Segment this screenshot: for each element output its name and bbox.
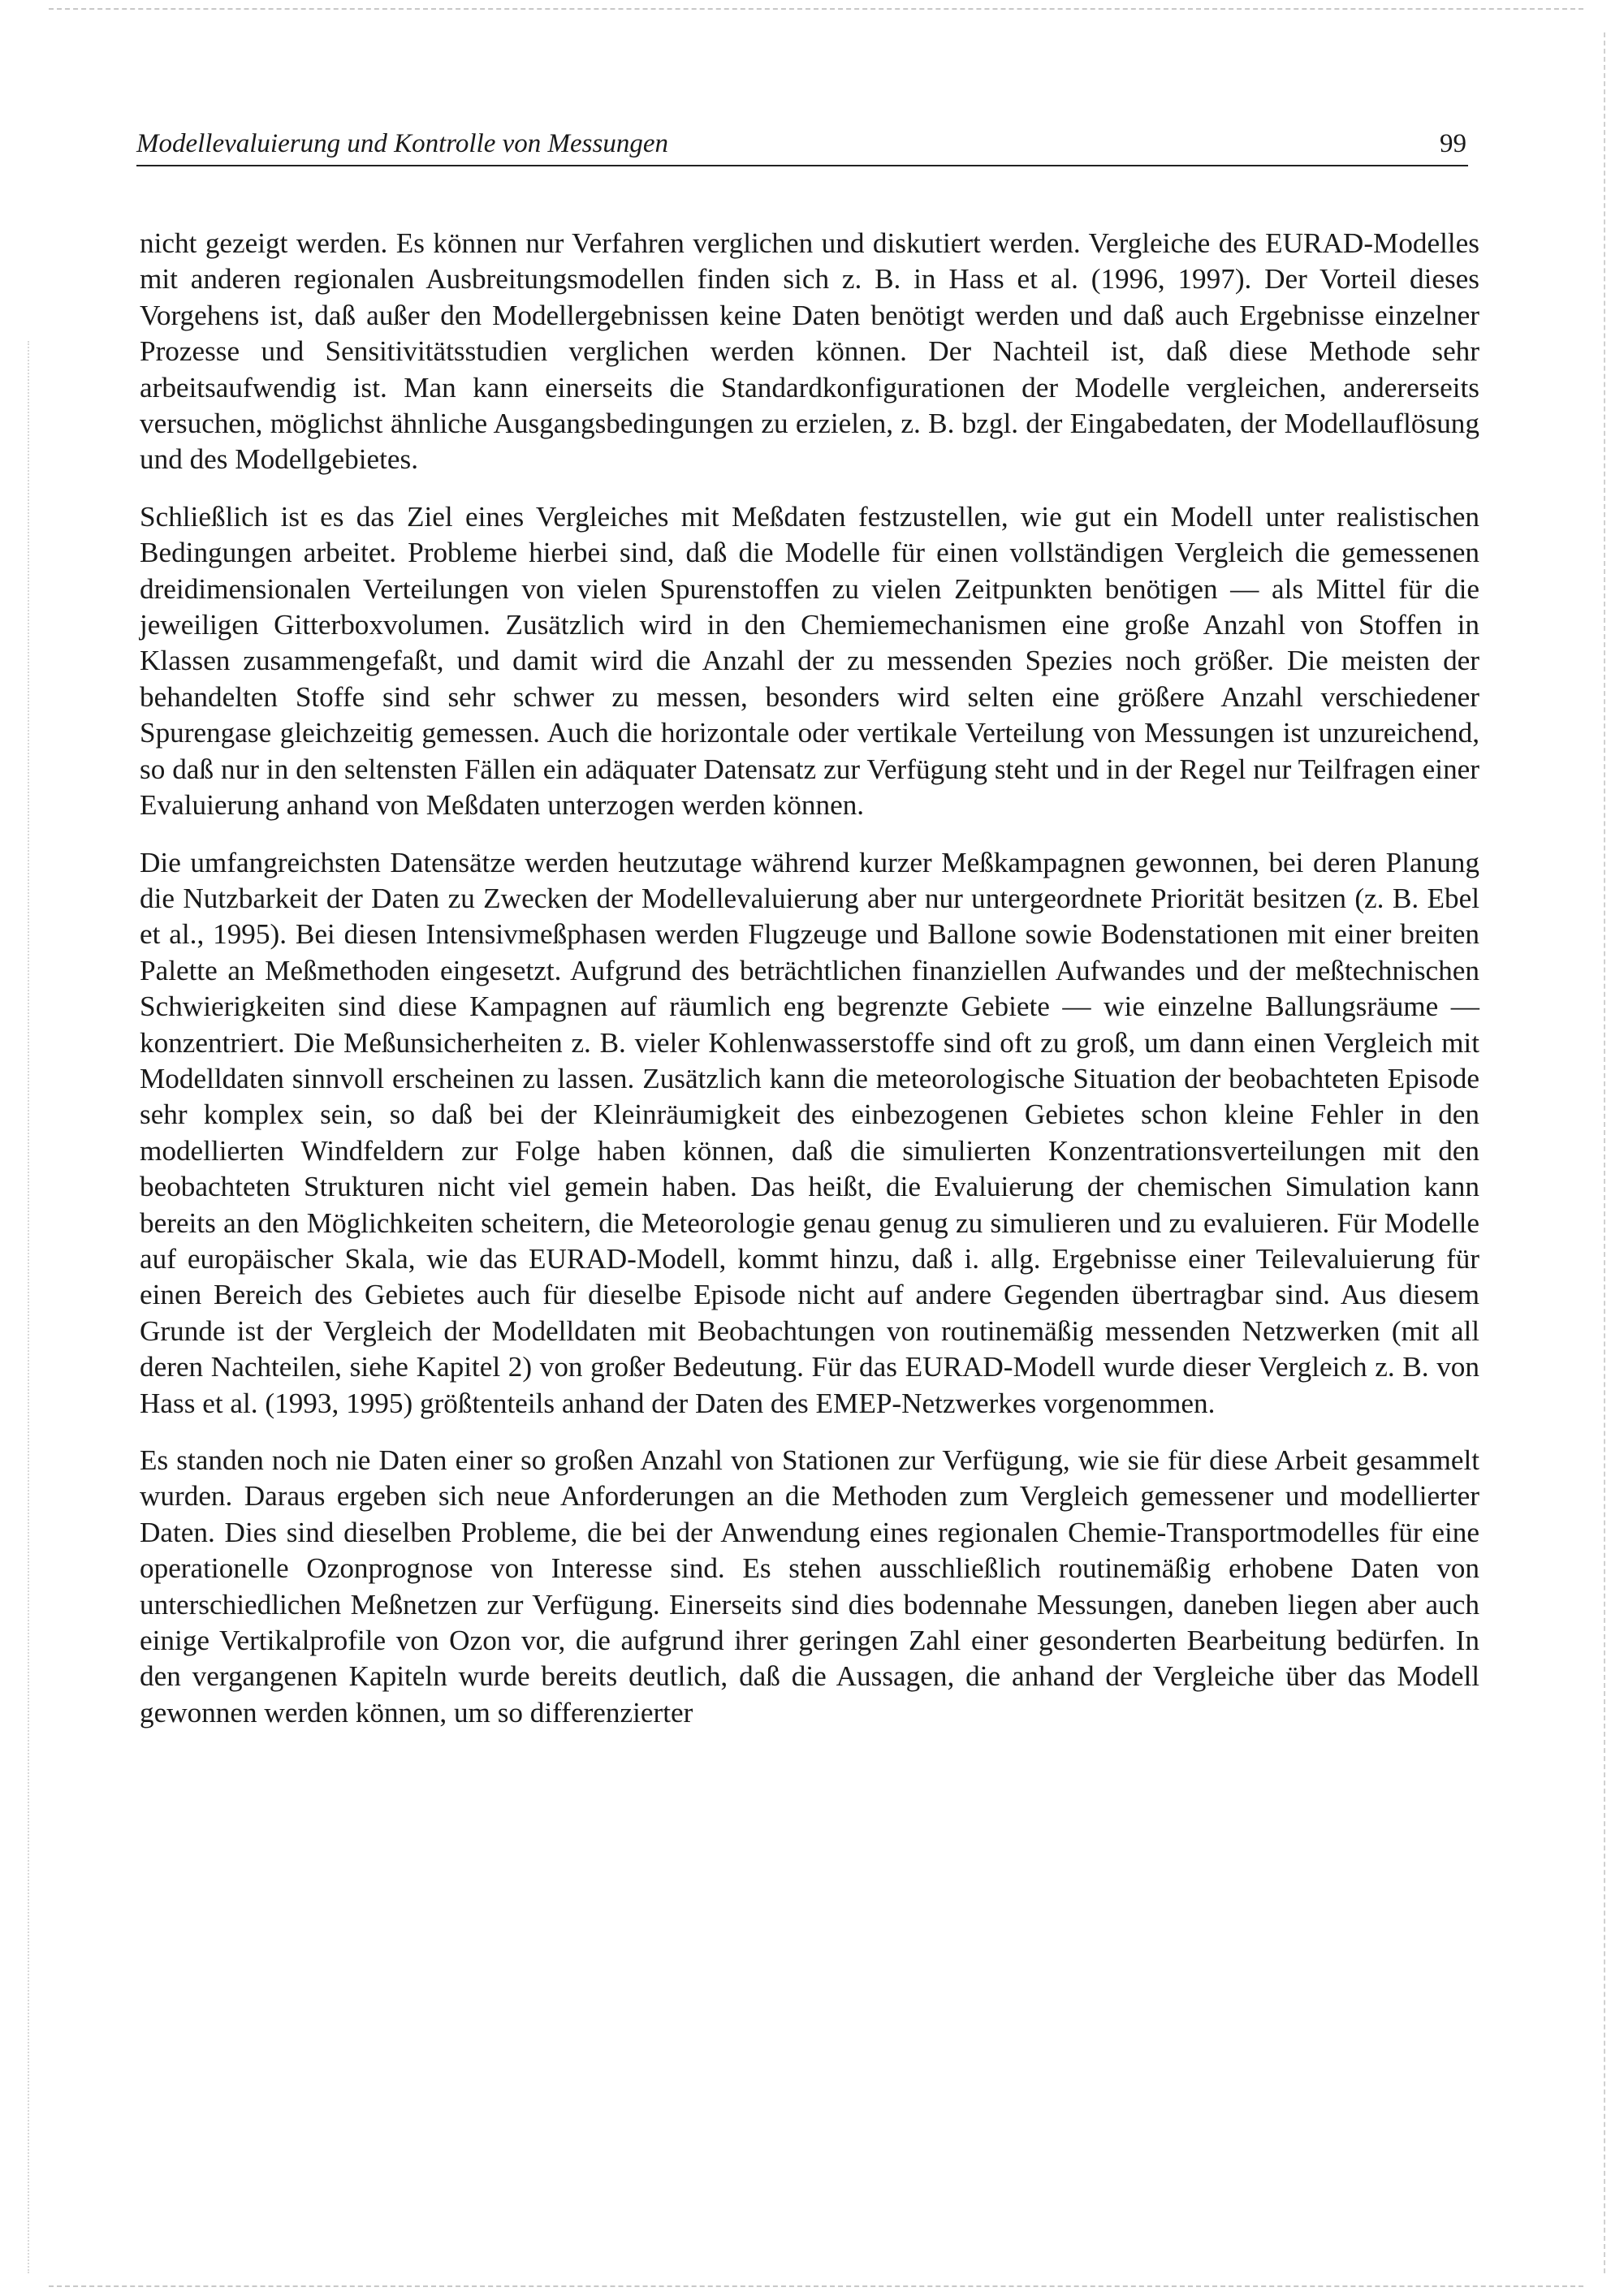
paragraph-4: Es standen noch nie Daten einer so großen Anzahl von Stationen zur Verfügung, wie sie für diese Arbeit gesammelt wurden. Daraus ergeben sich neue Anforderungen an die Methoden zum Vergleich gemessener und modellierter Daten. Dies sind dieselben Probleme, die bei der Anwendung eines regionalen Chemie-Transportmodelles für eine operationelle Ozonprognose von Interesse sind. Es stehen ausschließlich routinemäßig erhobene Daten von unterschiedlichen Meßnetzen zur Verfügung. Einerseits sind dies bodennahe Messungen, daneben liegen aber auch einige Vertikalprofile von Ozon vor, die aufgrund ihrer geringen Zahl einer gesonderten Bearbeitung bedürfen. In den vergangenen Kapiteln wurde bereits deutlich, daß die Aussagen, die anhand der Vergleiche über das Modell gewonnen werden können, um so differenzierter (140, 1444, 1479, 1728)
running-head (136, 126, 1468, 166)
running-title: Modellevaluierung und Kontrolle von Messungen (136, 129, 668, 158)
body-text (140, 226, 1479, 1752)
scan-edge-right (1604, 32, 1605, 2273)
scan-edge-bottom (49, 2285, 1583, 2287)
scan-edge-top (49, 8, 1583, 10)
paragraph-3: Die umfangreichsten Datensätze werden heutzutage während kurzer Meßkampagnen gewonnen, bei deren Planung die Nutzbarkeit der Daten zu Zwecken der Modellevaluierung aber nur untergeordnete Priorität besitzen (z. B. Ebel et al., 1995). Bei diesen Intensivmeßphasen werden Flugzeuge und Ballone sowie Bodenstationen mit einer breiten Palette an Meßmethoden eingesetzt. Aufgrund des beträchtlichen finanziellen Aufwandes und der meßtechnischen Schwierigkeiten sind diese Kampagnen auf räumlich eng begrenzte Gebiete — wie einzelne Ballungsräume — konzentriert. Die Meßunsicherheiten z. B. vieler Kohlenwasserstoffe sind oft zu groß, um dann einen Vergleich mit Modelldaten sinnvoll erscheinen zu lassen. Zusätzlich kann die meteorologische Situation der beobachteten Episode sehr komplex sein, so daß bei der Kleinräumigkeit des einbezogenen Gebietes schon kleine Fehler in den modellierten Windfeldern zur Folge haben können, daß die simulierten Konzentrationsverteilungen mit den beobachteten Strukturen nicht viel gemein haben. Das heißt, die Evaluierung der chemischen Simulation kann bereits an den Möglichkeiten scheitern, die Meteorologie genau genug zu simulieren und zu evaluieren. Für Modelle auf europäischer Skala, wie das EURAD-Modell, kommt hinzu, daß i. allg. Ergebnisse einer Teilevaluierung für einen Bereich des Gebietes auch für dieselbe Episode nicht auf andere Gegenden übertragbar sind. Aus diesem Grunde ist der Vergleich der Modelldaten mit Beobachtungen von routinemäßig messenden Netzwerken (mit all deren Nachteilen, siehe Kapitel 2) von großer Bedeutung. Für das EURAD-Modell wurde dieser Vergleich z. B. von Hass et al. (1993, 1995) größtenteils anhand der Daten des EMEP-Netzwerkes vorgenommen. (140, 846, 1479, 1419)
paragraph-2: Schließlich ist es das Ziel eines Vergleiches mit Meßdaten festzustellen, wie gut ein Modell unter realistischen Bedingungen arbeitet. Probleme hierbei sind, daß die Modelle für einen vollständigen Vergleich die gemessenen dreidimensionalen Verteilungen von vielen Spurenstoffen zu vielen Zeitpunkten benötigen — als Mittel für die jeweiligen Gitterboxvolumen. Zusätzlich wird in den Chemiemechanismen eine große Anzahl von Stoffen in Klassen zusammengefaßt, und damit wird die Anzahl der zu messenden Spezies noch größer. Die meisten der behandelten Stoffe sind sehr schwer zu messen, besonders wird selten eine größere Anzahl verschiedener Spurengase gleichzeitig gemessen. Auch die horizontale oder vertikale Verteilung von Messungen ist unzureichend, so daß nur in den seltensten Fällen ein adäquater Datensatz zur Verfügung steht und in der Regel nur Teilfragen einer Evaluierung anhand von Meßdaten unterzogen werden können. (140, 500, 1479, 822)
scan-edge-left (28, 341, 29, 2273)
page-number: 99 (1440, 129, 1466, 158)
paragraph-1: nicht gezeigt werden. Es können nur Verfahren verglichen und diskutiert werden. Vergleiche des EURAD-Modelles mit anderen regionalen Ausbreitungsmodellen finden sich z. B. in Hass et al. (1996, 1997). Der Vorteil dieses Vorgehens ist, daß außer den Modellergebnissen keine Daten benötigt werden und daß auch Ergebnisse einzelner Prozesse und Sensitivitätsstudien verglichen werden können. Der Nachteil ist, daß diese Methode sehr arbeitsaufwendig ist. Man kann einerseits die Standardkonfigurationen der Modelle vergleichen, andererseits versuchen, möglichst ähnliche Ausgangsbedingungen zu erzielen, z. B. bzgl. der Eingabedaten, der Modellauflösung und des Modellgebietes. (140, 227, 1479, 476)
